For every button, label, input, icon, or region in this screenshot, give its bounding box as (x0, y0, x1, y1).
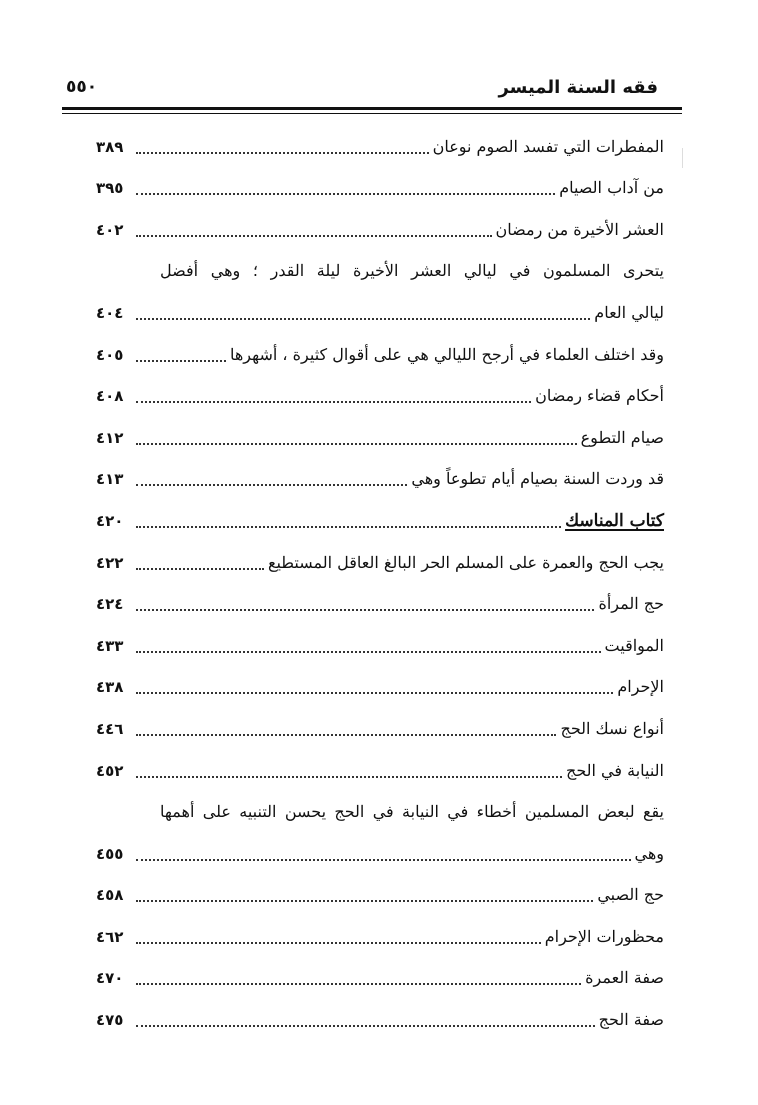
dot-leader (136, 775, 562, 778)
toc-entry-page: ٤١٣ (96, 470, 124, 489)
dot-leader (136, 941, 541, 944)
toc-entry-title: قد وردت السنة بصيام أيام تطوعاً وهي (411, 469, 664, 489)
toc-entry-title: صفة الحج (598, 1010, 664, 1030)
dot-leader (136, 483, 407, 486)
toc-entry-title: يجب الحج والعمرة على المسلم الحر البالغ العاقل المستطيع (267, 552, 664, 572)
toc-entry-page: ٤٧٠ (96, 969, 124, 988)
toc-entry-title: وهي (634, 843, 664, 863)
toc-entry (96, 580, 664, 622)
table-of-contents (96, 122, 664, 1037)
toc-entry-title: صفة العمرة (585, 968, 664, 988)
dot-leader (136, 691, 613, 694)
toc-entry (96, 663, 664, 705)
dot-leader (136, 317, 590, 320)
toc-entry-title: أحكام قضاء رمضان (535, 386, 664, 406)
toc-entry-page: ٤٦٢ (96, 927, 124, 946)
toc-entry-title: يقع لبعض المسلمين أخطاء في النيابة في الحج يحسن التنبيه على أهمها (160, 802, 664, 822)
dot-leader (136, 733, 556, 736)
toc-entry (96, 621, 664, 663)
toc-entry (96, 205, 664, 247)
dot-leader (136, 818, 156, 819)
toc-entry-page: ٣٨٩ (96, 137, 124, 156)
toc-entry (96, 372, 664, 414)
toc-entry (96, 871, 664, 913)
toc-entry-page: ٤٢٢ (96, 553, 124, 572)
toc-entry-title: النيابة في الحج (565, 760, 664, 780)
toc-entry (96, 247, 664, 289)
toc-entry (96, 538, 664, 580)
toc-entry-page: ٤٥٥ (96, 844, 124, 863)
toc-entry-title: أنواع نسك الحج (560, 718, 664, 738)
toc-entry-page: ٤١٢ (96, 428, 124, 447)
toc-entry (96, 954, 664, 996)
dot-leader (136, 608, 594, 611)
toc-entry-title: المواقيت (604, 635, 664, 655)
toc-section-title (565, 510, 664, 532)
toc-entry (96, 413, 664, 455)
toc-entry-title: من آداب الصيام (559, 178, 664, 198)
toc-entry-page: ٤٠٨ (96, 387, 124, 406)
dot-leader (136, 192, 555, 195)
toc-entry-page: ٤٣٣ (96, 636, 124, 655)
toc-entry-title: المفطرات التي تفسد الصوم نوعان (432, 136, 664, 156)
dot-leader (136, 359, 226, 362)
toc-entry (96, 330, 664, 372)
toc-entry (96, 788, 664, 830)
toc-entry-page: ٤٤٦ (96, 719, 124, 738)
dot-leader (136, 982, 581, 985)
dot-leader (136, 525, 561, 528)
toc-entry (96, 288, 664, 330)
running-header (66, 70, 658, 104)
toc-entry-page: ٤٠٤ (96, 303, 124, 322)
toc-entry-page: ٤٢٠ (96, 511, 124, 530)
toc-entry-page: ٤٥٢ (96, 761, 124, 780)
toc-entry (96, 496, 664, 538)
toc-entry-title: الإحرام (617, 677, 664, 697)
margin-mark (682, 148, 683, 168)
toc-entry-title: حج المرأة (598, 594, 664, 614)
toc-entry (96, 829, 664, 871)
dot-leader (136, 650, 601, 653)
dot-leader (136, 277, 156, 278)
toc-entry-title: صيام التطوع (580, 427, 664, 447)
header-rule-thin (62, 113, 682, 114)
toc-entry-title: يتحرى المسلمون في ليالي العشر الأخيرة ليلة القدر ؛ وهي أفضل (160, 261, 664, 281)
toc-entry-page: ٤٢٤ (96, 595, 124, 614)
toc-entry-page: ٤٠٢ (96, 220, 124, 239)
page-number: ٥٥٠ (66, 77, 98, 97)
toc-entry-page: ٤٠٥ (96, 345, 124, 364)
dot-leader (136, 1024, 595, 1027)
toc-entry (96, 164, 664, 206)
toc-entry-title: حج الصبي (597, 885, 664, 905)
toc-entry-title: ليالي العام (594, 302, 664, 322)
section-heading: كتاب المناسك (565, 510, 664, 531)
header-rule (62, 107, 682, 110)
toc-entry-title: وقد اختلف العلماء في أرجح الليالي هي على أقوال كثيرة ، أشهرها (229, 344, 664, 364)
toc-entry-title: محظورات الإحرام (544, 926, 664, 946)
toc-entry (96, 995, 664, 1037)
toc-entry-page: ٤٥٨ (96, 886, 124, 905)
toc-entry (96, 455, 664, 497)
dot-leader (136, 151, 429, 154)
toc-entry-page: ٣٩٥ (96, 179, 124, 198)
dot-leader (136, 400, 531, 403)
toc-entry (96, 746, 664, 788)
dot-leader (136, 858, 631, 861)
dot-leader (136, 567, 264, 570)
dot-leader (136, 234, 492, 237)
toc-entry (96, 912, 664, 954)
toc-entry (96, 704, 664, 746)
toc-entry-page: ٤٧٥ (96, 1011, 124, 1030)
dot-leader (136, 899, 593, 902)
toc-entry (96, 122, 664, 164)
toc-entry-page: ٤٣٨ (96, 678, 124, 697)
dot-leader (136, 442, 577, 445)
toc-entry-title: العشر الأخيرة من رمضان (495, 219, 664, 239)
book-title: فقه السنة الميسر (498, 76, 658, 98)
